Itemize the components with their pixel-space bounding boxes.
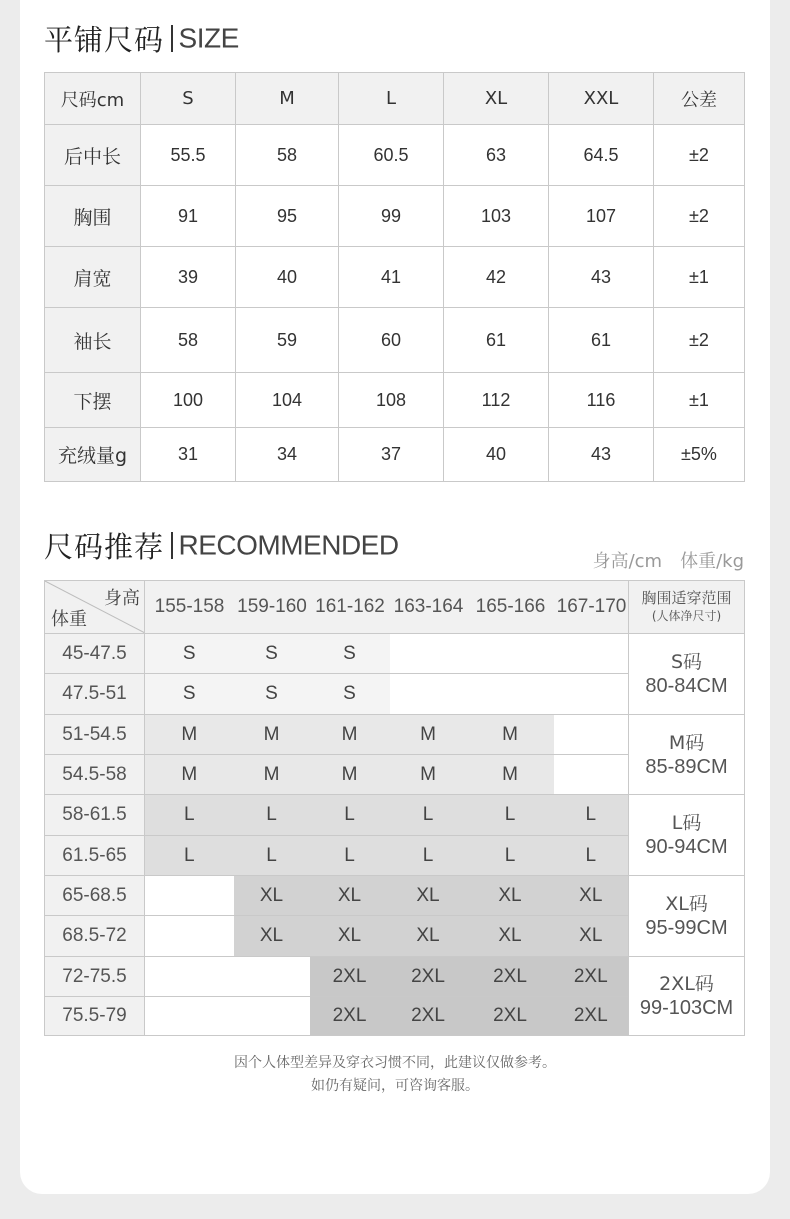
- recommended-size-cell: [390, 674, 467, 715]
- recommended-size-cell: 2XL: [390, 957, 467, 997]
- recommended-size-cell: [554, 715, 629, 755]
- tolerance-cell: ±1: [654, 373, 745, 428]
- size-column-header: XXL: [549, 73, 654, 125]
- size-value-cell: 116: [549, 373, 654, 428]
- recommended-size-cell: M: [145, 755, 234, 795]
- unit-weight: 体重/kg: [680, 551, 744, 572]
- recommended-size-cell: [234, 997, 310, 1036]
- recommended-size-cell: 2XL: [390, 997, 467, 1036]
- size-value-cell: 39: [141, 247, 236, 308]
- size-value-cell: 95: [236, 186, 339, 247]
- corner-height-label: 身高: [104, 588, 140, 609]
- size-value-cell: 31: [141, 428, 236, 482]
- recommended-size-cell: XL: [234, 916, 310, 957]
- recommended-size-cell: XL: [310, 916, 390, 957]
- size-value-cell: 99: [339, 186, 444, 247]
- weight-label: 45-47.5: [45, 634, 145, 674]
- size-value-cell: 59: [236, 308, 339, 373]
- fit-range-cell: [629, 715, 745, 795]
- size-table-row: [45, 308, 745, 373]
- recommend-row: [45, 634, 745, 674]
- recommend-table: [44, 580, 745, 1036]
- recommended-size-cell: XL: [390, 916, 467, 957]
- fit-size-label: L码: [671, 812, 702, 834]
- height-column-header: 155-158: [154, 596, 225, 617]
- fit-size-label: M码: [668, 731, 705, 754]
- size-title-zh: 平铺尺码: [44, 23, 165, 57]
- units-legend: [593, 547, 744, 573]
- size-value-cell: 42: [444, 247, 549, 308]
- tolerance-cell: ±1: [654, 247, 745, 308]
- size-section-title: [44, 18, 239, 59]
- fit-range-cell: [629, 634, 745, 715]
- weight-label: 65-68.5: [45, 876, 145, 916]
- recommend-header-row: [45, 581, 745, 634]
- tolerance-cell: ±2: [654, 308, 745, 373]
- recommended-size-cell: 2XL: [554, 997, 629, 1036]
- recommended-size-cell: L: [234, 836, 310, 876]
- recommended-size-cell: XL: [554, 916, 629, 957]
- recommend-row: [45, 715, 745, 755]
- fit-header-title: 胸围适穿范围: [641, 589, 732, 607]
- recommended-size-cell: S: [234, 634, 310, 674]
- fit-range-value: 99-103CM: [639, 997, 734, 1019]
- size-value-cell: 55.5: [141, 125, 236, 186]
- recommended-size-cell: 2XL: [310, 957, 390, 997]
- fit-size-label: XL码: [665, 893, 708, 915]
- size-table: [44, 72, 745, 482]
- size-value-cell: 34: [236, 428, 339, 482]
- recommended-size-cell: [145, 957, 234, 997]
- recommended-size-cell: [554, 674, 629, 715]
- size-value-cell: 91: [141, 186, 236, 247]
- size-corner-cell: 尺码cm: [45, 73, 141, 125]
- tolerance-cell: ±5%: [654, 428, 745, 482]
- size-value-cell: 63: [444, 125, 549, 186]
- measurement-label: 下摆: [45, 373, 141, 428]
- recommended-size-cell: L: [234, 795, 310, 836]
- recommended-size-cell: L: [554, 795, 629, 836]
- size-column-header: L: [339, 73, 444, 125]
- recommend-title-en: RECOMMENDED: [178, 529, 399, 561]
- recommended-size-cell: M: [390, 715, 467, 755]
- recommended-size-cell: [467, 634, 554, 674]
- size-value-cell: 103: [444, 186, 549, 247]
- size-header-row: [45, 73, 745, 125]
- size-value-cell: 100: [141, 373, 236, 428]
- recommended-size-cell: [390, 634, 467, 674]
- height-column-header: 165-166: [475, 596, 546, 617]
- size-value-cell: 40: [236, 247, 339, 308]
- recommended-size-cell: M: [234, 755, 310, 795]
- recommend-row: [45, 876, 745, 916]
- size-column-header: XL: [444, 73, 549, 125]
- size-table-row: [45, 373, 745, 428]
- recommended-size-cell: M: [145, 715, 234, 755]
- recommend-section-title: [44, 525, 399, 566]
- size-value-cell: 107: [549, 186, 654, 247]
- recommended-size-cell: XL: [467, 876, 554, 916]
- recommended-size-cell: L: [310, 795, 390, 836]
- recommended-size-cell: [554, 634, 629, 674]
- fit-header-sub: (人体净尺寸): [651, 609, 722, 623]
- size-value-cell: 104: [236, 373, 339, 428]
- fit-range-cell: [629, 876, 745, 957]
- weight-label: 47.5-51: [45, 674, 145, 715]
- size-value-cell: 60: [339, 308, 444, 373]
- measurement-label: 充绒量g: [45, 428, 141, 482]
- weight-label: 51-54.5: [45, 715, 145, 755]
- height-columns-header: [145, 581, 629, 634]
- weight-label: 68.5-72: [45, 916, 145, 957]
- height-column-header: 163-164: [393, 596, 464, 617]
- size-table-row: [45, 186, 745, 247]
- size-column-header: 公差: [654, 73, 745, 125]
- weight-label: 72-75.5: [45, 957, 145, 997]
- recommended-size-cell: M: [467, 755, 554, 795]
- recommended-size-cell: XL: [467, 916, 554, 957]
- recommended-size-cell: XL: [554, 876, 629, 916]
- height-column-header: 167-170: [556, 596, 627, 617]
- recommended-size-cell: M: [234, 715, 310, 755]
- recommended-size-cell: L: [467, 795, 554, 836]
- size-value-cell: 61: [444, 308, 549, 373]
- recommended-size-cell: L: [390, 836, 467, 876]
- recommended-size-cell: L: [554, 836, 629, 876]
- recommended-size-cell: [467, 674, 554, 715]
- size-column-header: M: [236, 73, 339, 125]
- recommended-size-cell: [145, 876, 234, 916]
- measurement-label: 肩宽: [45, 247, 141, 308]
- recommended-size-cell: [554, 755, 629, 795]
- size-table-row: [45, 428, 745, 482]
- size-value-cell: 43: [549, 428, 654, 482]
- fit-size-label: S码: [671, 651, 703, 673]
- recommended-size-cell: L: [390, 795, 467, 836]
- recommended-size-cell: M: [467, 715, 554, 755]
- weight-label: 75.5-79: [45, 997, 145, 1036]
- fit-range-value: 95-99CM: [645, 917, 728, 939]
- note-line-2: 如仍有疑问，可咨询客服。: [311, 1078, 479, 1094]
- recommended-size-cell: L: [145, 795, 234, 836]
- size-value-cell: 41: [339, 247, 444, 308]
- recommended-size-cell: 2XL: [467, 997, 554, 1036]
- recommended-size-cell: 2XL: [310, 997, 390, 1036]
- fit-range-header: [629, 581, 745, 634]
- recommended-size-cell: [234, 957, 310, 997]
- recommended-size-cell: M: [390, 755, 467, 795]
- recommended-size-cell: XL: [234, 876, 310, 916]
- recommended-size-cell: L: [310, 836, 390, 876]
- size-value-cell: 37: [339, 428, 444, 482]
- recommended-size-cell: XL: [390, 876, 467, 916]
- recommend-title-zh: 尺码推荐: [44, 530, 165, 564]
- recommended-size-cell: S: [310, 634, 390, 674]
- size-value-cell: 58: [141, 308, 236, 373]
- height-column-header: 161-162: [315, 596, 385, 617]
- corner-cell: [45, 581, 145, 634]
- title-divider: [171, 25, 173, 52]
- recommended-size-cell: S: [234, 674, 310, 715]
- size-value-cell: 60.5: [339, 125, 444, 186]
- height-column-header: 159-160: [237, 596, 307, 617]
- size-value-cell: 64.5: [549, 125, 654, 186]
- recommended-size-cell: XL: [310, 876, 390, 916]
- fit-range-value: 90-94CM: [645, 836, 728, 858]
- tolerance-cell: ±2: [654, 125, 745, 186]
- size-value-cell: 58: [236, 125, 339, 186]
- measurement-label: 后中长: [45, 125, 141, 186]
- size-column-header: S: [141, 73, 236, 125]
- recommended-size-cell: [145, 997, 234, 1036]
- recommended-size-cell: L: [467, 836, 554, 876]
- measurement-label: 胸围: [45, 186, 141, 247]
- recommended-size-cell: S: [145, 674, 234, 715]
- recommended-size-cell: L: [145, 836, 234, 876]
- fit-size-label: 2XL码: [659, 973, 714, 995]
- fit-range-value: 85-89CM: [645, 755, 728, 778]
- disclaimer-note: [20, 1052, 770, 1098]
- recommended-size-cell: M: [310, 755, 390, 795]
- measurement-label: 袖长: [45, 308, 141, 373]
- fit-range-cell: [629, 795, 745, 876]
- unit-height: 身高/cm: [592, 551, 663, 572]
- size-value-cell: 40: [444, 428, 549, 482]
- fit-range-cell: [629, 957, 745, 1036]
- size-table-row: [45, 125, 745, 186]
- fit-range-value: 80-84CM: [645, 675, 728, 697]
- recommended-size-cell: [145, 916, 234, 957]
- recommended-size-cell: M: [310, 715, 390, 755]
- recommended-size-cell: 2XL: [554, 957, 629, 997]
- recommended-size-cell: S: [145, 634, 234, 674]
- size-value-cell: 43: [549, 247, 654, 308]
- tolerance-cell: ±2: [654, 186, 745, 247]
- title-divider: [171, 532, 173, 559]
- size-title-en: SIZE: [178, 22, 239, 54]
- note-line-1: 因个人体型差异及穿衣习惯不同，此建议仅做参考。: [234, 1055, 556, 1071]
- size-value-cell: 112: [444, 373, 549, 428]
- size-table-row: [45, 247, 745, 308]
- corner-weight-label: 体重: [51, 609, 87, 630]
- weight-label: 61.5-65: [45, 836, 145, 876]
- recommend-row: [45, 795, 745, 836]
- recommend-row: [45, 957, 745, 997]
- size-value-cell: 61: [549, 308, 654, 373]
- recommended-size-cell: 2XL: [467, 957, 554, 997]
- weight-label: 54.5-58: [45, 755, 145, 795]
- recommended-size-cell: S: [310, 674, 390, 715]
- size-value-cell: 108: [339, 373, 444, 428]
- weight-label: 58-61.5: [45, 795, 145, 836]
